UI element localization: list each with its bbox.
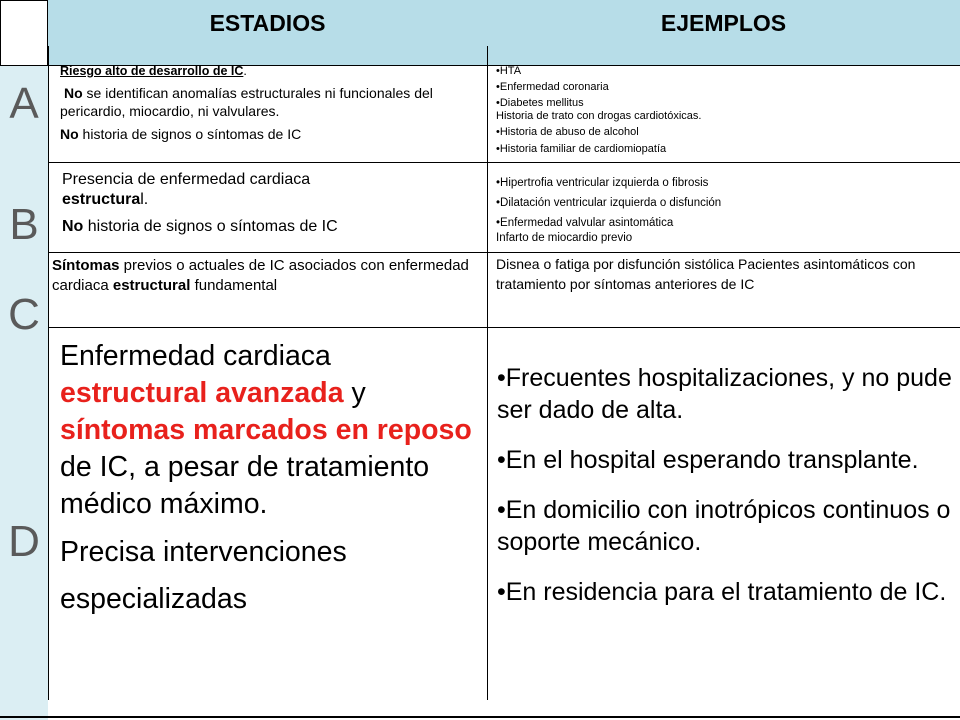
stage-a-no-text-1: se identifican anomalías estructurales ni funcionales del pericardio, miocardio, ni valvulares. — [60, 85, 433, 119]
stage-d-example-item: •En el hospital esperando transplante. — [497, 446, 919, 474]
stage-d-text-3: de IC, a pesar de tratamiento médico máximo. — [60, 451, 430, 520]
stage-b-example-item: •Enfermedad valvular asintomática — [496, 217, 674, 229]
stage-a-risk-title: Riesgo alto de desarrollo de IC — [60, 64, 244, 78]
column-divider-left — [48, 0, 49, 700]
stage-a-example-item: •Enfermedad coronaria — [496, 81, 609, 93]
header-examples: EJEMPLOS — [487, 0, 960, 46]
column-divider-middle — [487, 0, 488, 700]
stage-a-example-item: •Historia familiar de cardiomiopatía — [496, 143, 667, 155]
header-stages: ESTADIOS — [48, 0, 487, 46]
stage-d-example-item: •Frecuentes hospitalizaciones, y no pude ser dado de alta. — [497, 364, 952, 424]
stage-a-examples — [496, 64, 951, 162]
stage-a-no-bold-1: No — [64, 85, 83, 101]
stage-a-risk-period: . — [243, 64, 247, 78]
stage-d-example-item: •En domicilio con inotrópicos continuos o soporte mecánico. — [497, 496, 951, 556]
stage-d-text-1: Enfermedad cardiaca — [60, 340, 331, 372]
table-bottom-border — [0, 716, 960, 718]
row-divider-bc — [48, 252, 960, 253]
letter-column-background — [0, 66, 48, 720]
stage-b-description — [62, 170, 480, 252]
stage-b-example-item: Infarto de miocardio previo — [496, 232, 633, 244]
stage-a-example-item: •Diabetes mellitus — [496, 97, 584, 109]
stage-a-no-text-2: historia de signos o síntomas de IC — [78, 126, 302, 142]
stage-d-red-2: síntomas marcados en reposo — [60, 414, 472, 446]
stage-letter-b: B — [9, 200, 39, 249]
stage-b-example-item: •Dilatación ventricular izquierda o disfunción — [496, 197, 722, 209]
row-divider-ab — [48, 162, 960, 163]
stage-b-structural-rest: l. — [140, 191, 149, 208]
stage-c-description — [52, 256, 480, 328]
stage-a-description — [60, 64, 478, 160]
stage-b-example-item: •Hipertrofia ventricular izquierda o fibrosis — [496, 177, 709, 189]
stage-a-example-item: Historia de trato con drogas cardiotóxicas. — [496, 110, 702, 122]
stage-b-structural-bold: estructura — [62, 191, 141, 208]
stage-d-red-1: estructural avanzada — [60, 377, 344, 409]
stage-b-no-text: historia de signos o síntomas de IC — [83, 218, 338, 235]
stage-c-symptoms-bold: Síntomas — [52, 257, 120, 274]
header-corner-cell — [0, 0, 48, 66]
stage-b-examples — [496, 175, 951, 251]
stage-c-examples: Disnea o fatiga por disfunción sistólica Pacientes asintomáticos con tratamiento por síntomas anteriores de IC — [496, 256, 916, 292]
stage-a-example-item: •HTA — [496, 65, 522, 77]
stage-c-text-1: previos o actuales de IC asociados con enfermedad cardiaca — [52, 257, 469, 294]
stage-letter-c: C — [8, 290, 40, 339]
stage-letter-a: A — [9, 79, 39, 128]
stage-d-example-item: •En residencia para el tratamiento de IC. — [497, 578, 947, 606]
stage-d-examples — [497, 362, 952, 698]
stage-c-text-2: fundamental — [190, 277, 278, 294]
stage-d-text-2: y — [343, 377, 366, 409]
stage-a-no-bold-2: No — [60, 126, 79, 142]
stage-letter-d: D — [8, 517, 40, 566]
stage-a-example-item: •Historia de abuso de alcohol — [496, 126, 639, 138]
stage-d-description — [60, 338, 478, 700]
stage-d-note: Precisa intervenciones especializadas — [60, 536, 347, 615]
stage-b-no-bold: No — [62, 218, 84, 235]
stage-c-structural-bold: estructural — [112, 277, 191, 294]
stage-b-line-1: Presencia de enfermedad cardiaca — [62, 171, 311, 188]
